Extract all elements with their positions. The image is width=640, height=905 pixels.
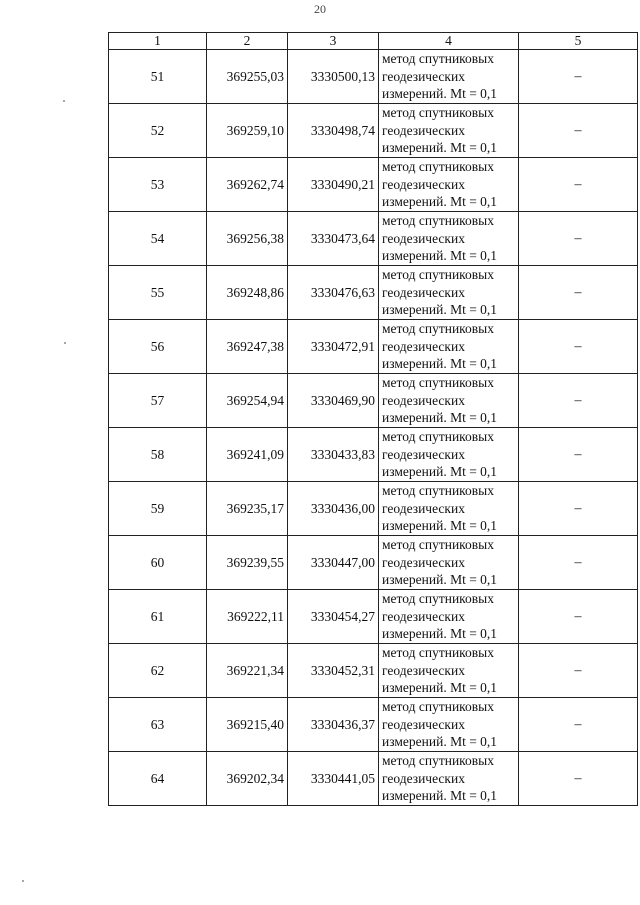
point-number-cell: 54 (109, 212, 207, 266)
table-row (109, 212, 638, 266)
column-header-3: 3 (288, 33, 379, 50)
point-number-cell: 60 (109, 536, 207, 590)
method-text-line: измерений. Mt = 0,1 (382, 302, 498, 318)
x-coordinate-cell: 369202,34 (207, 752, 288, 806)
method-text-line: геодезических (382, 392, 465, 408)
point-number-cell: 51 (109, 50, 207, 104)
method-text-line: метод спутниковых (382, 483, 494, 499)
method-text-line: геодезических (382, 608, 465, 624)
method-text-line: измерений. Mt = 0,1 (382, 248, 498, 264)
point-number-cell: 57 (109, 374, 207, 428)
empty-dash: – (574, 123, 582, 138)
point-number-cell: 58 (109, 428, 207, 482)
description-cell (519, 50, 638, 104)
method-cell (379, 320, 519, 374)
point-number-cell: 52 (109, 104, 207, 158)
method-cell (379, 104, 519, 158)
description-cell (519, 266, 638, 320)
method-cell (379, 590, 519, 644)
method-text-line: геодезических (382, 662, 465, 678)
x-coordinate-cell: 369262,74 (207, 158, 288, 212)
method-text-line: метод спутниковых (382, 753, 494, 769)
description-cell (519, 212, 638, 266)
coordinates-table (108, 32, 638, 806)
method-text-line: геодезических (382, 338, 465, 354)
table-row (109, 320, 638, 374)
table-row (109, 698, 638, 752)
table-row (109, 50, 638, 104)
method-cell (379, 374, 519, 428)
y-coordinate-cell: 3330500,13 (288, 50, 379, 104)
empty-dash: – (574, 69, 582, 84)
point-number-cell: 56 (109, 320, 207, 374)
y-coordinate-cell: 3330433,83 (288, 428, 379, 482)
table-row (109, 590, 638, 644)
x-coordinate-cell: 369221,34 (207, 644, 288, 698)
method-cell (379, 644, 519, 698)
method-cell (379, 158, 519, 212)
table-row (109, 428, 638, 482)
table-row (109, 104, 638, 158)
x-coordinate-cell: 369255,03 (207, 50, 288, 104)
description-cell (519, 536, 638, 590)
empty-dash: – (574, 555, 582, 570)
method-text-line: геодезических (382, 122, 465, 138)
method-text-line: геодезических (382, 500, 465, 516)
x-coordinate-cell: 369256,38 (207, 212, 288, 266)
point-number-cell: 53 (109, 158, 207, 212)
point-number-cell: 62 (109, 644, 207, 698)
method-text-line: измерений. Mt = 0,1 (382, 680, 498, 696)
y-coordinate-cell: 3330469,90 (288, 374, 379, 428)
description-cell (519, 482, 638, 536)
x-coordinate-cell: 369215,40 (207, 698, 288, 752)
table-row (109, 752, 638, 806)
y-coordinate-cell: 3330452,31 (288, 644, 379, 698)
x-coordinate-cell: 369259,10 (207, 104, 288, 158)
table-row (109, 266, 638, 320)
method-text-line: метод спутниковых (382, 51, 494, 67)
method-text-line: измерений. Mt = 0,1 (382, 410, 498, 426)
x-coordinate-cell: 369239,55 (207, 536, 288, 590)
description-cell (519, 158, 638, 212)
method-cell (379, 50, 519, 104)
method-text-line: измерений. Mt = 0,1 (382, 734, 498, 750)
column-header-4: 4 (379, 33, 519, 50)
method-text-line: геодезических (382, 446, 465, 462)
method-text-line: измерений. Mt = 0,1 (382, 140, 498, 156)
point-number-cell: 63 (109, 698, 207, 752)
y-coordinate-cell: 3330436,37 (288, 698, 379, 752)
y-coordinate-cell: 3330498,74 (288, 104, 379, 158)
empty-dash: – (574, 285, 582, 300)
y-coordinate-cell: 3330473,64 (288, 212, 379, 266)
column-header-5: 5 (519, 33, 638, 50)
point-number-cell: 61 (109, 590, 207, 644)
method-cell (379, 752, 519, 806)
y-coordinate-cell: 3330490,21 (288, 158, 379, 212)
point-number-cell: 55 (109, 266, 207, 320)
description-cell (519, 104, 638, 158)
scan-speck (64, 342, 66, 344)
empty-dash: – (574, 717, 582, 732)
description-cell (519, 698, 638, 752)
y-coordinate-cell: 3330476,63 (288, 266, 379, 320)
x-coordinate-cell: 369235,17 (207, 482, 288, 536)
scan-speck (22, 880, 24, 882)
y-coordinate-cell: 3330441,05 (288, 752, 379, 806)
method-text-line: метод спутниковых (382, 159, 494, 175)
method-text-line: метод спутниковых (382, 213, 494, 229)
table-row (109, 644, 638, 698)
method-text-line: геодезических (382, 230, 465, 246)
method-cell (379, 266, 519, 320)
y-coordinate-cell: 3330472,91 (288, 320, 379, 374)
x-coordinate-cell: 369247,38 (207, 320, 288, 374)
description-cell (519, 644, 638, 698)
method-text-line: геодезических (382, 770, 465, 786)
page-number: 20 (314, 2, 326, 16)
method-text-line: метод спутниковых (382, 429, 494, 445)
method-text-line: метод спутниковых (382, 645, 494, 661)
table-row (109, 158, 638, 212)
scan-speck (63, 100, 65, 102)
method-text-line: геодезических (382, 176, 465, 192)
method-text-line: измерений. Mt = 0,1 (382, 518, 498, 534)
method-cell (379, 482, 519, 536)
method-text-line: метод спутниковых (382, 375, 494, 391)
empty-dash: – (574, 339, 582, 354)
column-header-2: 2 (207, 33, 288, 50)
empty-dash: – (574, 771, 582, 786)
method-text-line: метод спутниковых (382, 591, 494, 607)
x-coordinate-cell: 369254,94 (207, 374, 288, 428)
table-header-row (109, 33, 638, 50)
method-cell (379, 212, 519, 266)
table-row (109, 374, 638, 428)
description-cell (519, 752, 638, 806)
method-text-line: метод спутниковых (382, 321, 494, 337)
y-coordinate-cell: 3330436,00 (288, 482, 379, 536)
empty-dash: – (574, 663, 582, 678)
method-text-line: измерений. Mt = 0,1 (382, 464, 498, 480)
method-text-line: измерений. Mt = 0,1 (382, 626, 498, 642)
method-text-line: метод спутниковых (382, 537, 494, 553)
x-coordinate-cell: 369248,86 (207, 266, 288, 320)
method-text-line: метод спутниковых (382, 699, 494, 715)
method-text-line: измерений. Mt = 0,1 (382, 788, 498, 804)
empty-dash: – (574, 231, 582, 246)
description-cell (519, 374, 638, 428)
method-text-line: измерений. Mt = 0,1 (382, 86, 498, 102)
empty-dash: – (574, 501, 582, 516)
method-text-line: геодезических (382, 554, 465, 570)
method-cell (379, 698, 519, 752)
point-number-cell: 59 (109, 482, 207, 536)
table-body (109, 50, 638, 806)
method-text-line: метод спутниковых (382, 267, 494, 283)
description-cell (519, 428, 638, 482)
method-text-line: геодезических (382, 68, 465, 84)
point-number-cell: 64 (109, 752, 207, 806)
method-cell (379, 536, 519, 590)
empty-dash: – (574, 609, 582, 624)
method-text-line: геодезических (382, 284, 465, 300)
empty-dash: – (574, 177, 582, 192)
x-coordinate-cell: 369241,09 (207, 428, 288, 482)
column-header-1: 1 (109, 33, 207, 50)
x-coordinate-cell: 369222,11 (207, 590, 288, 644)
method-text-line: геодезических (382, 716, 465, 732)
description-cell (519, 320, 638, 374)
y-coordinate-cell: 3330447,00 (288, 536, 379, 590)
y-coordinate-cell: 3330454,27 (288, 590, 379, 644)
description-cell (519, 590, 638, 644)
method-text-line: измерений. Mt = 0,1 (382, 194, 498, 210)
empty-dash: – (574, 447, 582, 462)
method-text-line: метод спутниковых (382, 105, 494, 121)
method-cell (379, 428, 519, 482)
table-row (109, 482, 638, 536)
method-text-line: измерений. Mt = 0,1 (382, 356, 498, 372)
method-text-line: измерений. Mt = 0,1 (382, 572, 498, 588)
table-row (109, 536, 638, 590)
empty-dash: – (574, 393, 582, 408)
